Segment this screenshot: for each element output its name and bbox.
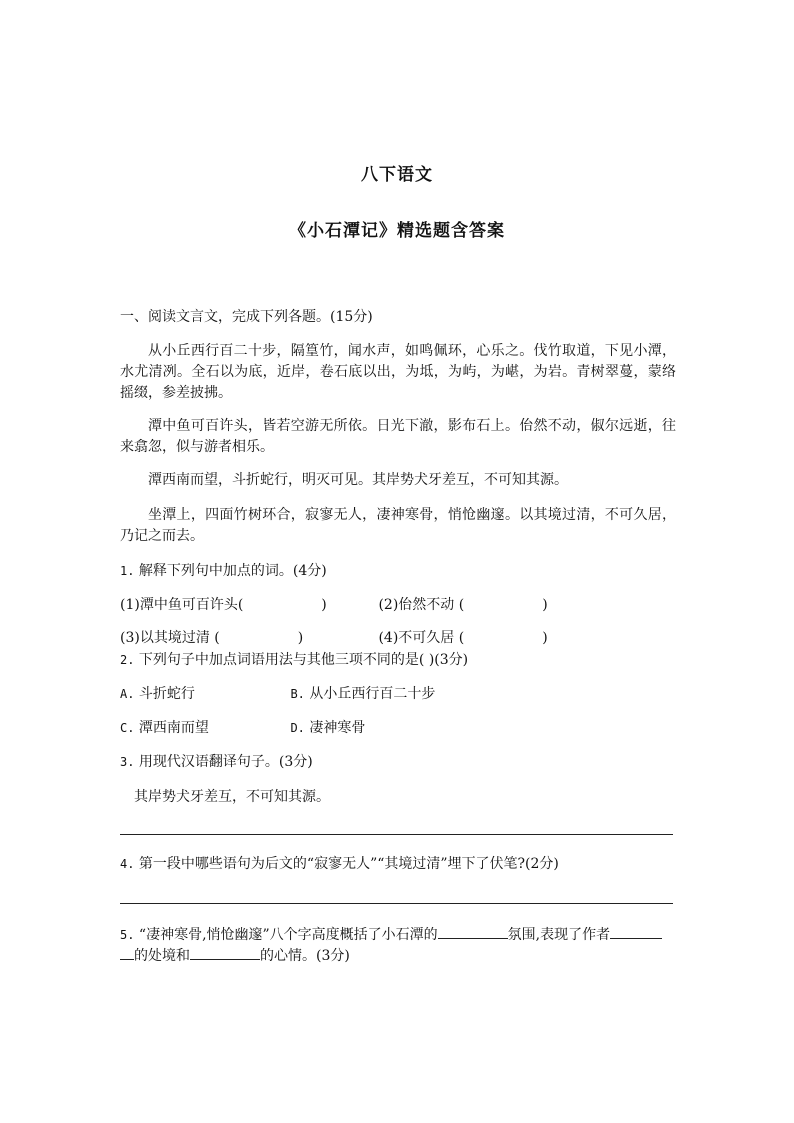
question-1-item-3 xyxy=(120,628,374,649)
question-5-part-2: 氛围,表现了作者 xyxy=(507,927,611,943)
option-b-key: B. xyxy=(290,687,305,701)
option-c-key: C. xyxy=(120,721,135,735)
question-3-text: 用现代汉语翻译句子。(3分) xyxy=(138,754,313,770)
question-2 xyxy=(120,650,675,671)
question-1-item-1-close: ) xyxy=(321,597,327,613)
question-4 xyxy=(120,854,675,875)
question-1-item-1-label: (1)潭中鱼可百许头( xyxy=(120,597,244,613)
passage-paragraph-1: 从小丘西行百二十步，隔篁竹，闻水声，如鸣佩环，心乐之。伐竹取道，下见小潭，水尤清冽。全石以为底，近岸，卷石底以出，为坻，为屿，为嵁，为岩。青树翠蔓，蒙络摇缀，参差披拂。 xyxy=(120,343,676,401)
question-4-text: 第一段中哪些语句为后文的“寂寥无人”“其境过清”埋下了伏笔?(2分) xyxy=(138,856,559,872)
question-1-row-2 xyxy=(120,628,675,649)
passage-paragraph-2: 潭中鱼可百许头，皆若空游无所依。日光下澈，影布石上。佁然不动，俶尔远逝，往来翕忽，似与游者相乐。 xyxy=(120,418,676,455)
question-2-options-row-2 xyxy=(120,718,675,739)
answer-blank-5c[interactable] xyxy=(190,945,260,960)
passage-paragraph-3: 潭西南而望，斗折蛇行，明灭可见。其岸势犬牙差互，不可知其源。 xyxy=(148,472,568,488)
question-1-item-1 xyxy=(120,595,374,616)
question-1-item-2 xyxy=(378,595,547,616)
option-d[interactable] xyxy=(290,718,365,739)
question-2-number: 2. xyxy=(120,653,135,667)
answer-blank-5a[interactable] xyxy=(438,924,508,939)
question-1-item-4-label: (4)不可久居 ( xyxy=(378,630,465,646)
document-subtitle: 《小石潭记》精选题含答案 xyxy=(289,221,505,241)
option-c-text: 潭西南而望 xyxy=(138,720,209,736)
option-c[interactable] xyxy=(120,718,286,739)
question-1-number: 1. xyxy=(120,564,135,578)
question-1 xyxy=(120,561,675,582)
question-5-number: 5. xyxy=(120,928,135,942)
question-3 xyxy=(120,752,675,773)
answer-line-4[interactable] xyxy=(120,903,673,904)
question-5-part-4: 的心情。(3分) xyxy=(260,948,350,964)
passage-paragraph-4: 坐潭上，四面竹树环合，寂寥无人，凄神寒骨，悄怆幽邃。以其境过清，不可久居，乃记之而去。 xyxy=(120,507,676,544)
answer-blank-5b-end[interactable] xyxy=(120,945,134,960)
question-5-part-3: 的处境和 xyxy=(134,948,190,964)
option-a-key: A. xyxy=(120,687,135,701)
question-2-text: 下列句子中加点词语用法与其他三项不同的是( )(3分) xyxy=(138,652,469,668)
section-heading: 一、阅读文言文，完成下列各题。(15分) xyxy=(120,309,373,325)
question-1-item-2-label: (2)佁然不动 ( xyxy=(378,597,465,613)
question-5 xyxy=(120,924,675,946)
option-d-key: D. xyxy=(290,721,305,735)
answer-blank-5b-start[interactable] xyxy=(610,924,662,939)
question-1-item-3-close: ) xyxy=(297,630,304,646)
question-4-number: 4. xyxy=(120,857,135,871)
question-3-sentence: 其岸势犬牙差互，不可知其源。 xyxy=(134,789,330,805)
option-b-text: 从小丘西行百二十步 xyxy=(309,686,436,702)
question-1-item-4 xyxy=(378,628,547,649)
question-1-text: 解释下列句中加点的词。(4分) xyxy=(138,563,327,579)
question-5-part-1: “凄神寒骨,悄怆幽邃”八个字高度概括了小石潭的 xyxy=(138,927,438,943)
question-1-row-1 xyxy=(120,595,675,616)
option-d-text: 凄神寒骨 xyxy=(309,720,366,736)
question-3-number: 3. xyxy=(120,755,135,769)
option-b[interactable] xyxy=(290,684,435,705)
question-5-continued xyxy=(120,945,675,967)
question-1-item-2-close: ) xyxy=(542,597,548,613)
document-title: 八下语文 xyxy=(361,165,433,185)
question-1-item-4-close: ) xyxy=(542,630,548,646)
option-a-text: 斗折蛇行 xyxy=(138,686,195,702)
answer-line-3[interactable] xyxy=(120,834,673,835)
question-1-item-3-label: (3)以其境过清 ( xyxy=(120,630,220,646)
option-a[interactable] xyxy=(120,684,286,705)
question-2-options-row-1 xyxy=(120,684,675,705)
